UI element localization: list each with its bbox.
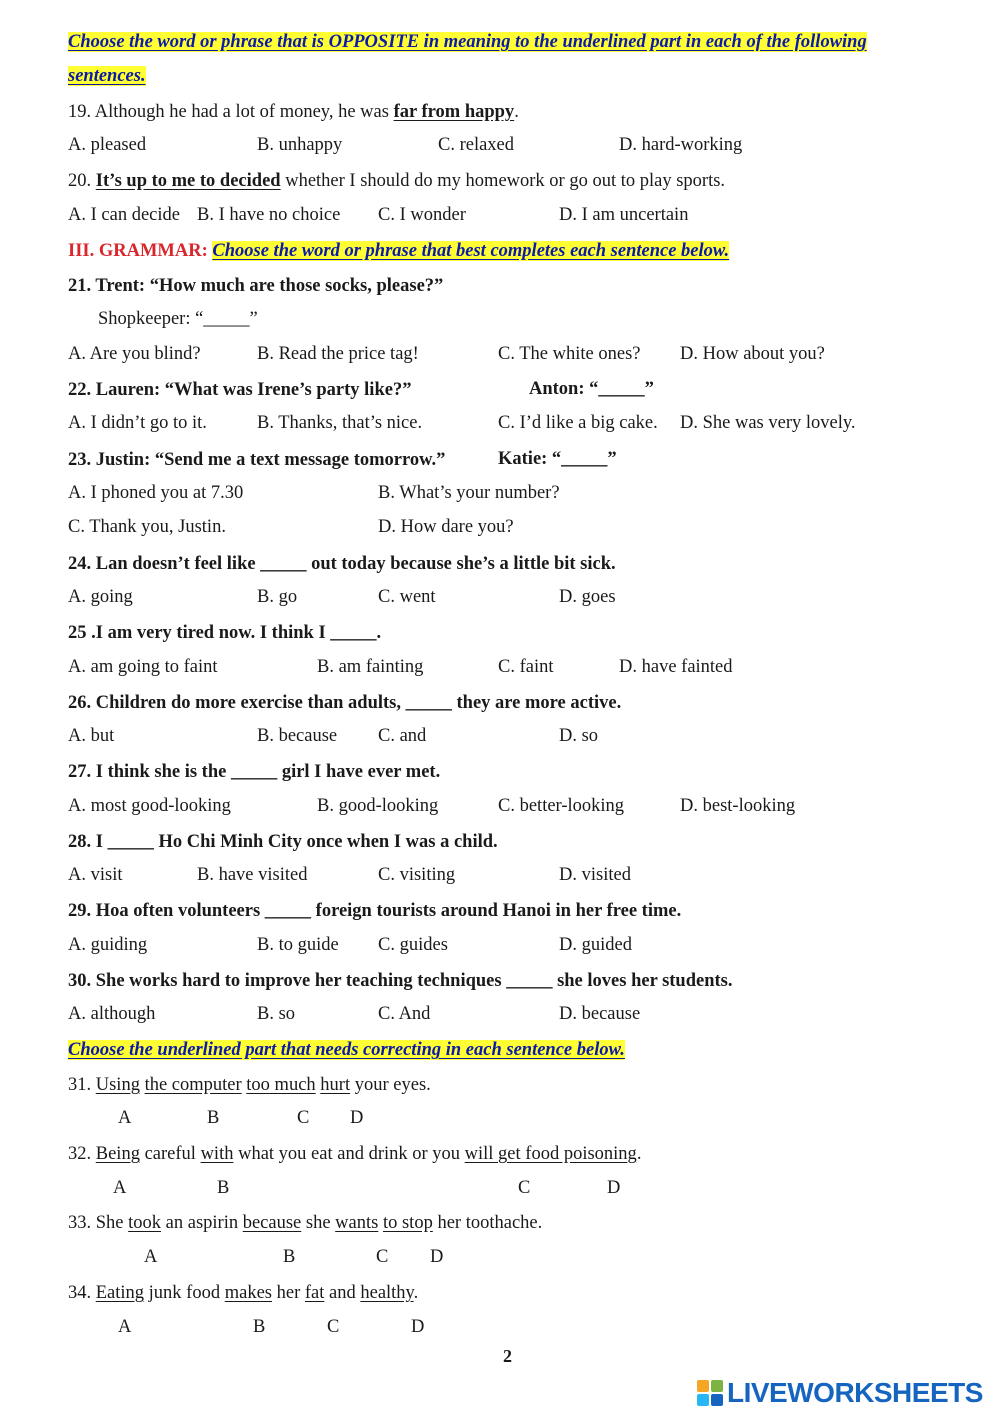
grammar-heading-line bbox=[68, 240, 729, 262]
q25-stem: 25 .I am very tired now. I think I _____. bbox=[68, 623, 382, 643]
q23-option-a[interactable]: A. I phoned you at 7.30 bbox=[68, 483, 244, 503]
q31-sentence bbox=[68, 1074, 431, 1096]
q24-option-c[interactable]: C. went bbox=[378, 587, 436, 607]
opposite-instruction-line1: Choose the word or phrase that is OPPOSITE in meaning to the underlined part in each of the following bbox=[68, 32, 867, 52]
q32-part-a[interactable]: Being bbox=[95, 1144, 140, 1164]
q23-stem: 23. Justin: “Send me a text message tomorrow.” bbox=[68, 450, 446, 470]
q31-letter-b: B bbox=[207, 1108, 220, 1128]
q19-option-c[interactable]: C. relaxed bbox=[438, 135, 515, 155]
q25-option-d[interactable]: D. have fainted bbox=[619, 657, 733, 677]
q23-option-b[interactable]: B. What’s your number? bbox=[378, 483, 560, 503]
q30-option-b[interactable]: B. so bbox=[257, 1004, 296, 1024]
q24-option-d[interactable]: D. goes bbox=[559, 587, 616, 607]
q22-option-c[interactable]: C. I’d like a big cake. bbox=[498, 413, 658, 433]
q33-part: an aspirin bbox=[161, 1213, 243, 1233]
q21-option-b[interactable]: B. Read the price tag! bbox=[257, 344, 419, 364]
q32-part-b[interactable]: with bbox=[200, 1144, 234, 1164]
q28-option-a[interactable]: A. visit bbox=[68, 865, 123, 885]
q23-stem2: Katie: “_____” bbox=[498, 449, 617, 469]
opposite-instruction-line2: sentences. bbox=[68, 66, 146, 86]
q34-part: . bbox=[413, 1283, 419, 1303]
q33-part: her toothache. bbox=[432, 1213, 543, 1233]
q34-part-c[interactable]: fat bbox=[304, 1283, 325, 1303]
q34-letter-d: D bbox=[411, 1317, 425, 1337]
q32-part: 32. bbox=[68, 1144, 96, 1164]
q33-part-d[interactable]: to stop bbox=[382, 1213, 433, 1233]
q31-letter-a: A bbox=[118, 1108, 132, 1128]
q21-stem: 21. Trent: “How much are those socks, please?” bbox=[68, 276, 444, 296]
q31-part-a[interactable]: Using bbox=[95, 1075, 140, 1095]
q24-stem: 24. Lan doesn’t feel like _____ out today because she’s a little bit sick. bbox=[68, 554, 616, 574]
q34-letter-a: A bbox=[118, 1317, 132, 1337]
q26-option-a[interactable]: A. but bbox=[68, 726, 115, 746]
q22-stem: 22. Lauren: “What was Irene’s party like?” bbox=[68, 380, 412, 400]
q21-option-d[interactable]: D. How about you? bbox=[680, 344, 825, 364]
q24-option-b[interactable]: B. go bbox=[257, 587, 298, 607]
q19-option-b[interactable]: B. unhappy bbox=[257, 135, 343, 155]
q25-option-c[interactable]: C. faint bbox=[498, 657, 554, 677]
q31-part: your eyes. bbox=[350, 1075, 431, 1095]
q20-option-d[interactable]: D. I am uncertain bbox=[559, 205, 689, 225]
q30-option-a[interactable]: A. although bbox=[68, 1004, 156, 1024]
q33-part-b[interactable]: because bbox=[242, 1213, 302, 1233]
q23-option-d[interactable]: D. How dare you? bbox=[378, 517, 514, 537]
q19-text-end: . bbox=[514, 102, 519, 122]
q26-option-c[interactable]: C. and bbox=[378, 726, 427, 746]
q28-option-b[interactable]: B. have visited bbox=[197, 865, 308, 885]
q29-option-d[interactable]: D. guided bbox=[559, 935, 632, 955]
q33-part: 33. She bbox=[68, 1213, 129, 1233]
q33-letter-a: A bbox=[144, 1247, 158, 1267]
grammar-instruction: Choose the word or phrase that best completes each sentence below. bbox=[212, 241, 730, 261]
q32-letter-d: D bbox=[607, 1178, 621, 1198]
q21-option-a[interactable]: A. Are you blind? bbox=[68, 344, 201, 364]
q20-text: 20. bbox=[68, 171, 96, 191]
q28-option-c[interactable]: C. visiting bbox=[378, 865, 456, 885]
q19-option-a[interactable]: A. pleased bbox=[68, 135, 147, 155]
q34-part-d[interactable]: healthy bbox=[360, 1283, 414, 1303]
q22-option-b[interactable]: B. Thanks, that’s nice. bbox=[257, 413, 423, 433]
q32-part: careful bbox=[139, 1144, 201, 1164]
q28-option-d[interactable]: D. visited bbox=[559, 865, 631, 885]
q32-letter-a: A bbox=[113, 1178, 127, 1198]
q20-option-b[interactable]: B. I have no choice bbox=[197, 205, 341, 225]
q20-underlined: It’s up to me to decided bbox=[95, 171, 281, 191]
q28-stem: 28. I _____ Ho Chi Minh City once when I was a child. bbox=[68, 832, 498, 852]
liveworksheets-logo[interactable] bbox=[697, 1378, 983, 1408]
q33-sentence bbox=[68, 1212, 542, 1234]
q32-part-cd[interactable]: will get food poisoning bbox=[464, 1144, 637, 1164]
q34-part: and bbox=[324, 1283, 361, 1303]
page-number: 2 bbox=[503, 1346, 512, 1366]
q26-option-d[interactable]: D. so bbox=[559, 726, 599, 746]
q31-part-b[interactable]: the computer bbox=[144, 1075, 242, 1095]
q31-letter-c: C bbox=[297, 1108, 310, 1128]
q27-option-a[interactable]: A. most good-looking bbox=[68, 796, 231, 816]
q30-option-d[interactable]: D. because bbox=[559, 1004, 641, 1024]
q22-option-d[interactable]: D. She was very lovely. bbox=[680, 413, 856, 433]
error-instruction: Choose the underlined part that needs correcting in each sentence below. bbox=[68, 1040, 625, 1060]
question-19-stem bbox=[68, 101, 519, 123]
q20-text-end: whether I should do my homework or go out to play sports. bbox=[280, 171, 726, 191]
q34-part: her bbox=[272, 1283, 305, 1303]
q27-option-c[interactable]: C. better-looking bbox=[498, 796, 625, 816]
q33-letter-d: D bbox=[430, 1247, 444, 1267]
q27-stem: 27. I think she is the _____ girl I have ever met. bbox=[68, 762, 441, 782]
q25-option-b[interactable]: B. am fainting bbox=[317, 657, 424, 677]
q33-part-a[interactable]: took bbox=[128, 1213, 162, 1233]
q19-text: 19. Although he had a lot of money, he was bbox=[68, 102, 394, 122]
q29-option-a[interactable]: A. guiding bbox=[68, 935, 148, 955]
q29-option-c[interactable]: C. guides bbox=[378, 935, 448, 955]
q25-option-a[interactable]: A. am going to faint bbox=[68, 657, 218, 677]
q27-option-b[interactable]: B. good-looking bbox=[317, 796, 439, 816]
q29-option-b[interactable]: B. to guide bbox=[257, 935, 339, 955]
q32-sentence bbox=[68, 1143, 641, 1165]
q34-letter-b: B bbox=[253, 1317, 266, 1337]
q27-option-d[interactable]: D. best-looking bbox=[680, 796, 796, 816]
q34-part: junk food bbox=[144, 1283, 225, 1303]
q31-part-c[interactable]: too much bbox=[246, 1075, 316, 1095]
q31-letter-d: D bbox=[350, 1108, 364, 1128]
opposite-instruction bbox=[68, 31, 867, 53]
q34-letter-c: C bbox=[327, 1317, 340, 1337]
q26-option-b[interactable]: B. because bbox=[257, 726, 338, 746]
q20-option-c[interactable]: C. I wonder bbox=[378, 205, 466, 225]
error-instruction-line bbox=[68, 1039, 625, 1061]
q32-part: what you eat and drink or you bbox=[233, 1144, 465, 1164]
q33-letter-b: B bbox=[283, 1247, 296, 1267]
q34-part: 34. bbox=[68, 1283, 96, 1303]
q21-stem2: Shopkeeper: “_____” bbox=[98, 309, 258, 329]
q33-part-c[interactable]: wants bbox=[335, 1213, 379, 1233]
q31-part-d[interactable]: hurt bbox=[320, 1075, 351, 1095]
q23-option-c[interactable]: C. Thank you, Justin. bbox=[68, 517, 226, 537]
opposite-instruction-cont bbox=[68, 65, 146, 87]
q21-option-c[interactable]: C. The white ones? bbox=[498, 344, 641, 364]
q30-option-c[interactable]: C. And bbox=[378, 1004, 431, 1024]
q32-letter-c: C bbox=[518, 1178, 531, 1198]
liveworksheets-logo-icon bbox=[697, 1380, 723, 1406]
liveworksheets-brand: LIVEWORKSHEETS bbox=[727, 1377, 983, 1408]
q32-part: . bbox=[636, 1144, 642, 1164]
q33-part: she bbox=[301, 1213, 336, 1233]
q19-underlined: far from happy bbox=[393, 102, 515, 122]
grammar-heading: III. GRAMMAR: bbox=[68, 241, 213, 261]
q22-option-a[interactable]: A. I didn’t go to it. bbox=[68, 413, 207, 433]
question-20-stem bbox=[68, 170, 725, 192]
q22-stem2: Anton: “_____” bbox=[529, 379, 654, 399]
q30-stem: 30. She works hard to improve her teaching techniques _____ she loves her students. bbox=[68, 971, 733, 991]
q26-stem: 26. Children do more exercise than adults, _____ they are more active. bbox=[68, 693, 622, 713]
q20-option-a[interactable]: A. I can decide bbox=[68, 205, 180, 225]
q19-option-d[interactable]: D. hard-working bbox=[619, 135, 743, 155]
q29-stem: 29. Hoa often volunteers _____ foreign tourists around Hanoi in her free time. bbox=[68, 901, 682, 921]
q24-option-a[interactable]: A. going bbox=[68, 587, 133, 607]
q31-part: 31. bbox=[68, 1075, 96, 1095]
q32-letter-b: B bbox=[217, 1178, 230, 1198]
q34-part-a[interactable]: Eating bbox=[95, 1283, 145, 1303]
q33-letter-c: C bbox=[376, 1247, 389, 1267]
q34-part-b[interactable]: makes bbox=[224, 1283, 272, 1303]
q34-sentence bbox=[68, 1282, 418, 1304]
